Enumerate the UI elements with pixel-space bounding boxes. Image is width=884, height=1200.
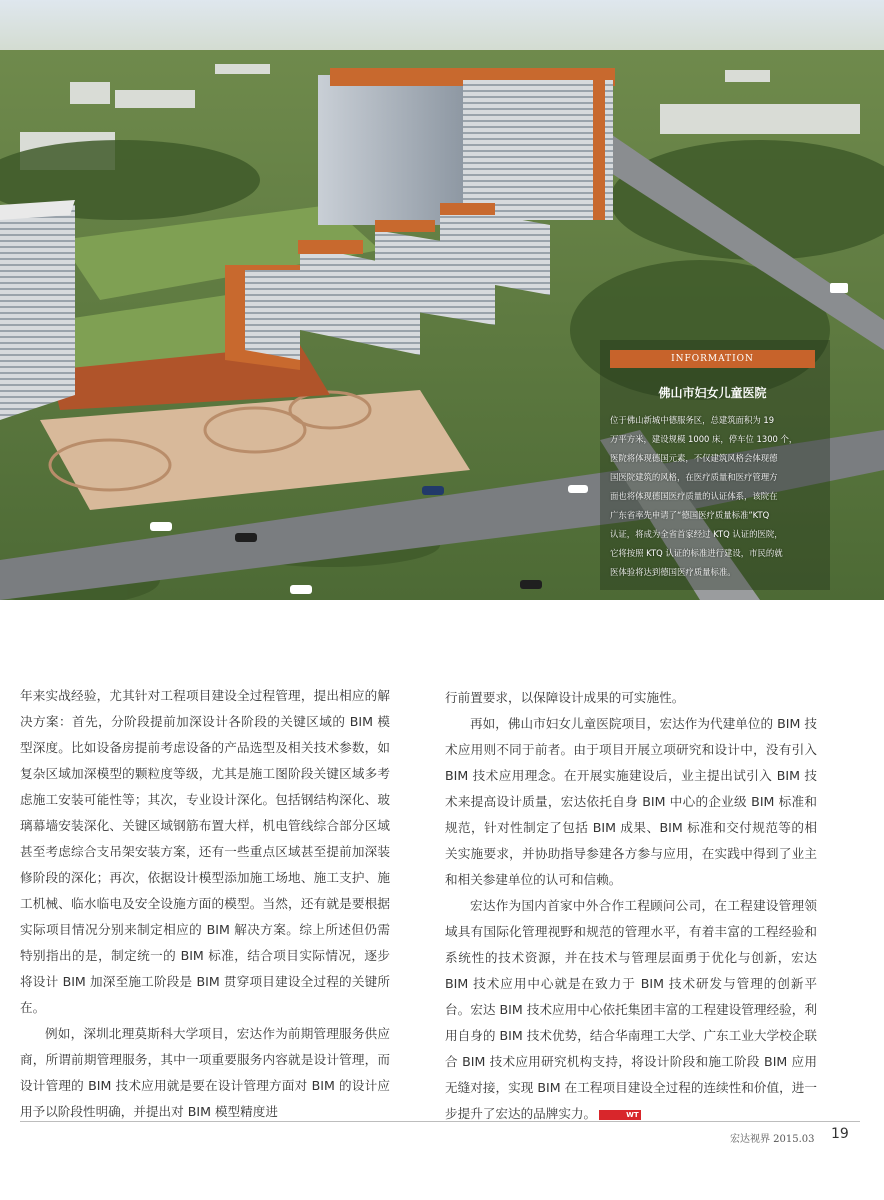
info-line: 认证，将成为全省首家经过 KTQ 认证的医院， [610, 529, 783, 539]
article-column-left [20, 683, 390, 1125]
info-line: 万平方米，建设规模 1000 床，停车位 1300 个， [610, 434, 798, 444]
info-line: 医体验将达到德国医疗质量标准。 [610, 567, 736, 577]
paragraph-final [445, 893, 817, 1127]
article-column-right [445, 685, 817, 1127]
information-box [610, 350, 815, 582]
info-line: 它将按照 KTQ 认证的标准进行建设，市民的就 [610, 548, 783, 558]
info-line: 位于佛山新城中德服务区，总建筑面积为 19 [610, 415, 775, 425]
information-tag: INFORMATION [610, 350, 815, 368]
end-mark-icon: WT [599, 1110, 641, 1120]
info-line: 面也将体现德国医疗质量的认证体系，该院在 [610, 491, 778, 501]
info-line: 国医院建筑的风格，在医疗质量和医疗管理方 [610, 472, 778, 482]
publication-info: 宏达视界 2015.03 [730, 1134, 815, 1145]
information-title: 佛山市妇女儿童医院 [658, 386, 767, 400]
paragraph: 再如，佛山市妇女儿童医院项目，宏达作为代建单位的 BIM 技术应用则不同于前者。由于项目开展立项研究和设计中，没有引入 BIM 技术应用理念。在开展实施建设后，业主提出试引入 BIM 技术来提高设计质量，宏达依托自身 BIM 中心的企业级 BIM 标准和规范，针对性制定了包括 BIM 成果、BIM 标准和交付规范等的相关实施要求，并协助指导参建各方参与应用，在实践中得到了业主和相关参建单位的认可和信赖。 [445, 716, 817, 887]
information-text [610, 411, 815, 582]
paragraph-text: 宏达作为国内首家中外合作工程顾问公司，在工程建设管理领域具有国际化管理视野和规范的管理水平，有着丰富的工程经验和系统性的技术资源，并在技术与管理层面勇于优化与创新，宏达 BIM 技术应用中心就是在致力于 BIM 技术研发与管理的创新平台。宏达 BIM 技术应用中心依托集团丰富的工程建设管理经验，利用自身的 BIM 技术优势，结合华南理工大学、广东工业大学校企联合 BIM 技术应用研究机构支持，将设计阶段和施工阶段 BIM 应用无缝对接，实现 BIM 在工程项目建设全过程的连续性和价值，进一步提升了宏达的品牌实力。 [445, 898, 817, 1121]
paragraph: 行前置要求，以保障设计成果的可实施性。 [445, 690, 685, 705]
info-line: 广东省率先申请了“德国医疗质量标准”KTQ [610, 510, 770, 520]
page-number: 19 [831, 1126, 849, 1142]
paragraph: 例如，深圳北理莫斯科大学项目，宏达作为前期管理服务供应商，所谓前期管理服务，其中一项重要服务内容就是设计管理，而设计管理的 BIM 技术应用就是要在设计管理方面对 BIM 的设计应用予以阶段性明确，并提出对 BIM 模型精度进 [20, 1026, 390, 1119]
paragraph: 年来实战经验，尤其针对工程项目建设全过程管理，提出相应的解决方案：首先，分阶段提前加深设计各阶段的关键区域的 BIM 模型深度。比如设备房提前考虑设备的产品选型及相关技术参数，如复杂区域加深模型的颗粒度等级，尤其是施工图阶段关键区域多考虑施工安装可能性等；其次，专业设计深化。包括钢结构深化、玻璃幕墙安装深化、关键区域钢筋布置大样，机电管线综合部分区域甚至考虑综合支吊架安装方案，还有一些重点区域甚至提前加深装修阶段的深化；再次，依据设计模型添加施工场地、施工支护、施工机械、临水临电及安全设施方面的模型。当然，还有就是要根据实际项目情况分别来制定相应的 BIM 解决方案。综上所述但仍需特别指出的是，制定统一的 BIM 标准，结合项目实际情况，逐步将设计 BIM 加深至施工阶段是 BIM 贯穿项目建设全过程的关键所在。 [20, 688, 390, 1015]
info-line: 医院将体现德国元素，不仅建筑风格会体现德 [610, 453, 778, 463]
footer-divider [20, 1121, 860, 1122]
